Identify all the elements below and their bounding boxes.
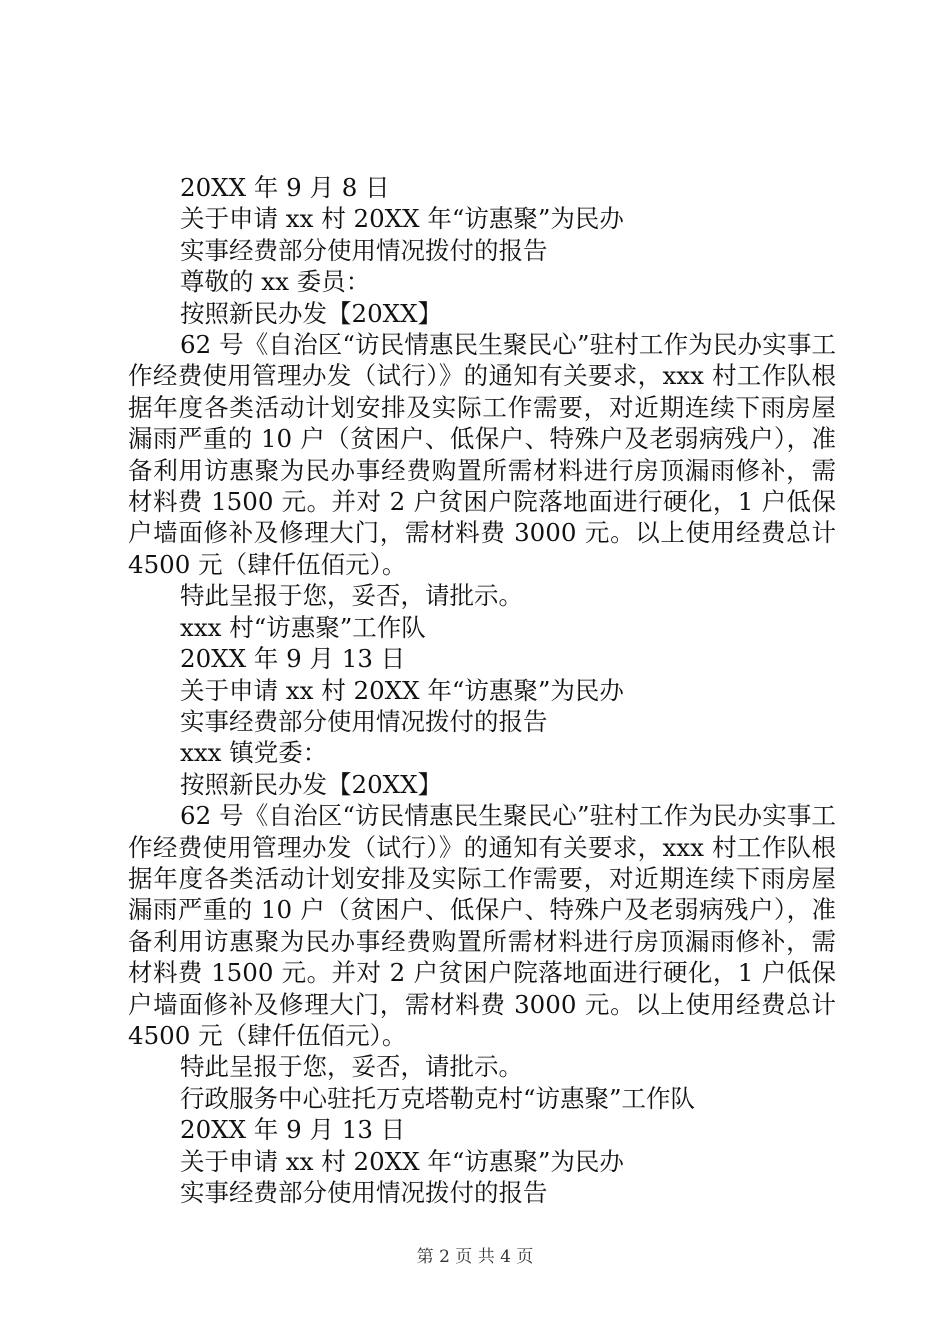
text-line: 按照新民办发【20XX】 (180, 298, 443, 328)
text-line: 关于申请 xx 村 20XX 年“访惠聚”为民办 (180, 1146, 624, 1176)
text-line: 实事经费部分使用情况拨付的报告 (180, 1178, 548, 1207)
text-line: xxx 村“访惠聚”工作队 (180, 612, 426, 642)
body-paragraph: 62 号《自治区“访民情惠民生聚民心”驻村工作为民办实事工作经费使用管理办发（试行）》的通知有关要求，xxx 村工作队根据年度各类活动计划安排及实际工作需要，对近期连续下雨房屋漏雨严重的 10 户（贫困户、低保户、特殊户及老弱病残户），准备利用访惠聚为民办事经费购置所需材料进行房顶漏雨修补，需材料费 1500 元。并对 2 户贫困户院落地面进行硬化，1 户低保户墙面修补及修理大门，需材料费 3000 元。以上使用经费总计 4500 元（肆仟伍佰元）。 (128, 801, 836, 1050)
text-line: 关于申请 xx 村 20XX 年“访惠聚”为民办 (180, 675, 624, 705)
text-line: 20XX 年 9 月 8 日 (180, 173, 390, 202)
text-line: xxx 镇党委： (180, 738, 328, 768)
text-line: 特此呈报于您，妥否，请批示。 (180, 581, 523, 611)
text-line: 20XX 年 9 月 13 日 (180, 644, 406, 674)
text-line: 特此呈报于您，妥否，请批示。 (180, 1052, 523, 1082)
text-line: 关于申请 xx 村 20XX 年“访惠聚”为民办 (180, 204, 624, 234)
text-line: 尊敬的 xx 委员： (180, 267, 371, 297)
document-body (128, 172, 836, 1208)
text-line: 实事经费部分使用情况拨付的报告 (180, 235, 548, 265)
text-line: 20XX 年 9 月 13 日 (180, 1115, 406, 1145)
text-line: 实事经费部分使用情况拨付的报告 (180, 706, 548, 736)
text-line: 行政服务中心驻托万克塔勒克村“访惠聚”工作队 (180, 1083, 696, 1113)
body-paragraph: 62 号《自治区“访民情惠民生聚民心”驻村工作为民办实事工作经费使用管理办发（试行）》的通知有关要求，xxx 村工作队根据年度各类活动计划安排及实际工作需要，对近期连续下雨房屋漏雨严重的 10 户（贫困户、低保户、特殊户及老弱病残户），准备利用访惠聚为民办事经费购置所需材料进行房顶漏雨修补，需材料费 1500 元。并对 2 户贫困户院落地面进行硬化，1 户低保户墙面修补及修理大门，需材料费 3000 元。以上使用经费总计 4500 元（肆仟伍佰元）。 (128, 330, 836, 579)
text-line: 按照新民办发【20XX】 (180, 769, 443, 799)
page-number-footer: 第 2 页 共 4 页 (416, 1247, 534, 1267)
